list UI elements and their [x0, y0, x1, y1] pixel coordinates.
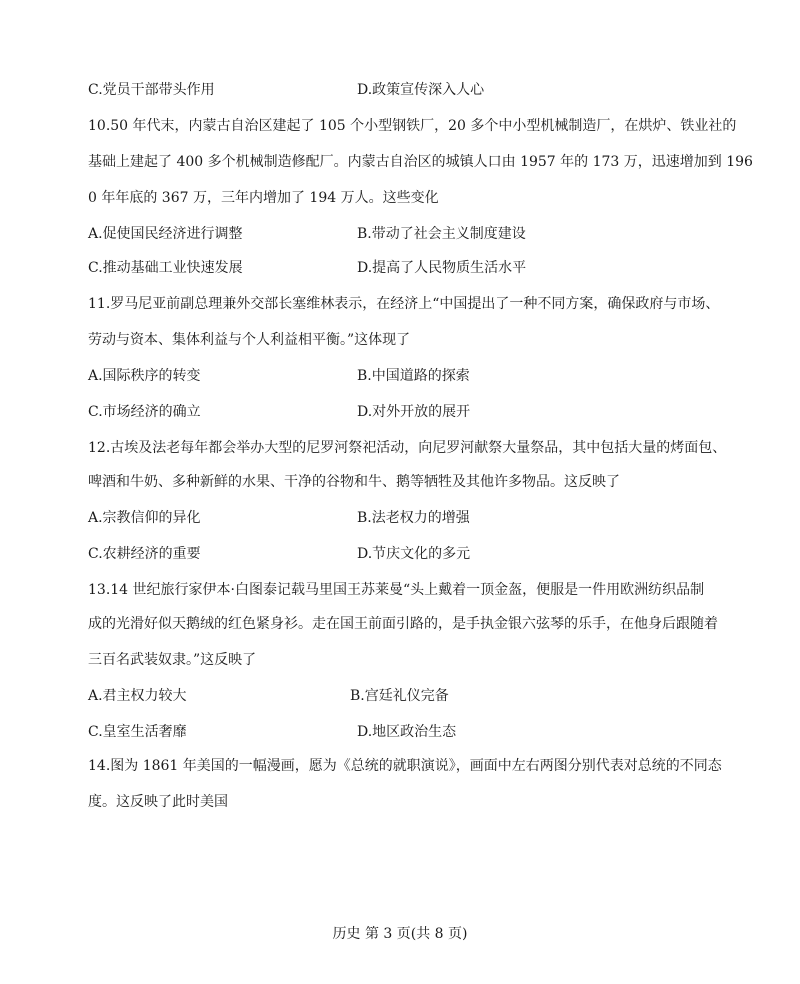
q9-option-c: C.党员干部带头作用 [88, 82, 215, 98]
q10-stem-line-2: 基础上建起了 400 多个机械制造修配厂。内蒙古自治区的城镇人口由 1957 年的 173 万，迅速增加到 196 [88, 154, 753, 170]
q11-stem-line-2: 劳动与资本、集体利益与个人利益相平衡。”这体现了 [88, 332, 411, 348]
q14-stem-line-1: 14.图为 1861 年美国的一幅漫画，愿为《总统的就职演说》，画面中左右两图分别代表对总统的不同态 [88, 758, 722, 774]
q12-option-c: C.农耕经济的重要 [88, 546, 201, 562]
q13-option-a: A.君主权力较大 [88, 688, 187, 704]
q10-option-c: C.推动基础工业快速发展 [88, 260, 243, 276]
q11-option-b: B.中国道路的探索 [357, 368, 470, 384]
q12-stem-line-2: 啤酒和牛奶、多种新鲜的水果、干净的谷物和牛、鹅等牺牲及其他许多物品。这反映了 [88, 474, 620, 490]
q12-option-b: B.法老权力的增强 [357, 510, 470, 526]
q10-option-a: A.促使国民经济进行调整 [88, 226, 243, 242]
q10-option-b: B.带动了社会主义制度建设 [357, 226, 526, 242]
q13-stem-line-3: 三百名武装奴隶。”这反映了 [88, 652, 257, 668]
q10-option-d: D.提高了人民物质生活水平 [357, 260, 527, 276]
q12-stem-line-1: 12.古埃及法老每年都会举办大型的尼罗河祭祀活动，向尼罗河献祭大量祭品，其中包括大量的烤面包、 [88, 440, 727, 456]
q13-option-c: C.皇室生活奢靡 [88, 724, 187, 740]
q9-option-d: D.政策宣传深入人心 [357, 82, 485, 98]
q11-option-d: D.对外开放的展开 [357, 404, 471, 420]
q13-stem-line-1: 13.14 世纪旅行家伊本·白图泰记载马里国王苏莱曼“头上戴着一顶金盔，便服是一件用欧洲纺织品制 [88, 582, 705, 598]
q11-option-c: C.市场经济的确立 [88, 404, 201, 420]
q11-option-a: A.国际秩序的转变 [88, 368, 201, 384]
q12-option-a: A.宗教信仰的异化 [88, 510, 201, 526]
page-footer: 历史 第 3 页(共 8 页) [332, 926, 468, 942]
q14-stem-line-2: 度。这反映了此时美国 [88, 794, 228, 810]
q13-option-b: B.宫廷礼仪完备 [350, 688, 449, 704]
q12-option-d: D.节庆文化的多元 [357, 546, 471, 562]
q10-stem-line-1: 10.50 年代末，内蒙古自治区建起了 105 个小型钢铁厂，20 多个中小型机械制造厂，在烘炉、铁业社的 [88, 118, 737, 134]
q13-option-d: D.地区政治生态 [357, 724, 457, 740]
q10-stem-line-3: 0 年年底的 367 万，三年内增加了 194 万人。这些变化 [88, 190, 439, 206]
q11-stem-line-1: 11.罗马尼亚前副总理兼外交部长塞维林表示，在经济上“中国提出了一种不同方案，确保政府与市场、 [88, 296, 720, 312]
q13-stem-line-2: 成的光滑好似天鹅绒的红色紧身衫。走在国王前面引路的，是手执金银六弦琴的乐手，在他身后跟随着 [88, 616, 718, 632]
